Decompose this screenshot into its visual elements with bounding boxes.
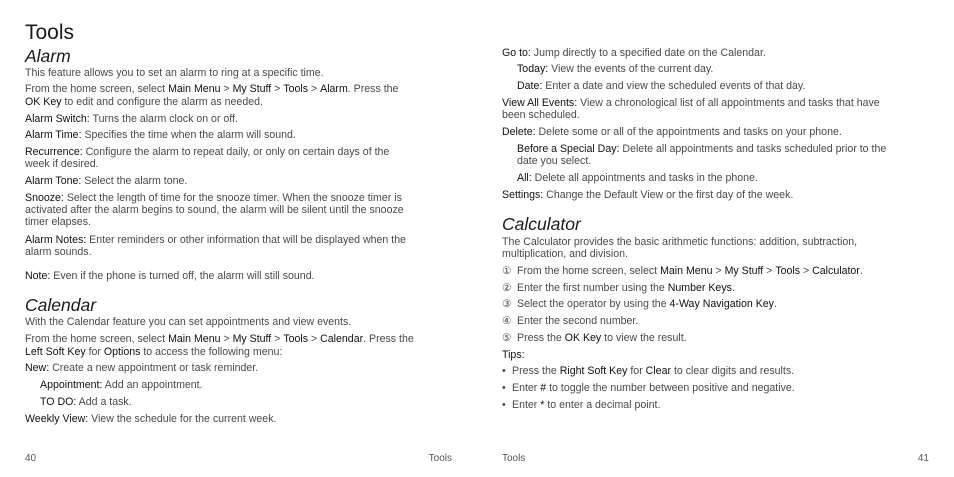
calculator-step-1: ① From the home screen, select Main Menu > My Stuff > Tools > Calculator.: [502, 265, 863, 277]
step-2-number: ②: [502, 282, 512, 294]
bullet-icon: •: [502, 382, 506, 394]
alarm-recurrence-cont: week if desired.: [25, 158, 99, 170]
alarm-recurrence: Recurrence: Configure the alarm to repeat daily, or only on certain days of the: [25, 146, 390, 158]
calculator-step-3: ③ Select the operator by using the 4-Way Navigation Key.: [502, 298, 777, 310]
calculator-step-5: ⑤ Press the OK Key to view the result.: [502, 332, 687, 344]
alarm-snooze-cont: activated after the alarm begins to sound, the alarm will be silent until the snooze: [25, 204, 404, 216]
alarm-snooze-cont2: timer elapses.: [25, 216, 91, 228]
alarm-nav-line1: From the home screen, select Main Menu > My Stuff > Tools > Alarm. Press the: [25, 83, 399, 95]
step-5-number: ⑤: [502, 332, 512, 344]
left-page: [25, 0, 455, 477]
footer-label-left: Tools: [428, 453, 452, 464]
right-page: [502, 0, 932, 477]
alarm-note: Note: Even if the phone is turned off, the alarm will still sound.: [25, 270, 315, 282]
calculator-intro: The Calculator provides the basic arithmetic functions: addition, subtraction,: [502, 236, 858, 248]
alarm-notes-cont: alarm sounds.: [25, 246, 92, 258]
calendar-appointment: Appointment: Add an appointment.: [40, 379, 203, 391]
calculator-heading: Calculator: [502, 214, 581, 234]
go-to-date: Date: Enter a date and view the scheduled events of that day.: [517, 80, 806, 92]
bullet-icon: •: [502, 365, 506, 377]
tip-2: • Enter # to toggle the number between positive and negative.: [502, 382, 795, 394]
bullet-icon: •: [502, 399, 506, 411]
delete: Delete: Delete some or all of the appointments and tasks on your phone.: [502, 126, 842, 138]
calendar-weekly-view: Weekly View: View the schedule for the current week.: [25, 413, 277, 425]
delete-before-special-day: Before a Special Day: Delete all appointments and tasks scheduled prior to the: [517, 143, 887, 155]
tips-label: Tips:: [502, 349, 525, 361]
calendar-intro: With the Calendar feature you can set appointments and view events.: [25, 316, 352, 328]
go-to: Go to: Jump directly to a specified date on the Calendar.: [502, 47, 766, 59]
tip-1: • Press the Right Soft Key for Clear to clear digits and results.: [502, 365, 795, 377]
calculator-step-2: ② Enter the first number using the Number Keys.: [502, 282, 735, 294]
alarm-nav-line2: OK Key to edit and configure the alarm as needed.: [25, 96, 263, 108]
calculator-intro-cont: multiplication, and division.: [502, 248, 629, 260]
view-all-events: View All Events: View a chronological list of all appointments and tasks that have: [502, 97, 880, 109]
step-4-number: ④: [502, 315, 512, 327]
calendar-nav-line2: Left Soft Key for Options to access the following menu:: [25, 346, 283, 358]
calendar-todo: TO DO: Add a task.: [40, 396, 132, 408]
step-3-number: ③: [502, 298, 512, 310]
calendar-nav-line1: From the home screen, select Main Menu > My Stuff > Tools > Calendar. Press the: [25, 333, 414, 345]
alarm-switch: Alarm Switch: Turns the alarm clock on or off.: [25, 113, 238, 125]
alarm-tone: Alarm Tone: Select the alarm tone.: [25, 175, 188, 187]
calendar-heading: Calendar: [25, 295, 97, 315]
view-all-events-cont: been scheduled.: [502, 109, 580, 121]
footer-label-right: Tools: [502, 453, 526, 464]
page-number-left: 40: [25, 453, 37, 464]
delete-before-special-day-cont: date you select.: [517, 155, 592, 167]
page-title: Tools: [25, 21, 75, 44]
calculator-step-4: ④ Enter the second number.: [502, 315, 639, 327]
page-number-right: 41: [917, 453, 929, 464]
alarm-time: Alarm Time: Specifies the time when the alarm will sound.: [25, 129, 296, 141]
tip-3: • Enter * to enter a decimal point.: [502, 399, 661, 411]
alarm-notes: Alarm Notes: Enter reminders or other information that will be displayed when the: [25, 234, 406, 246]
go-to-today: Today: View the events of the current day.: [517, 63, 714, 75]
alarm-snooze: Snooze: Select the length of time for the snooze timer. When the snooze timer is: [25, 192, 402, 204]
step-1-number: ①: [502, 265, 512, 277]
alarm-heading: Alarm: [25, 46, 71, 66]
calendar-new: New: Create a new appointment or task reminder.: [25, 362, 259, 374]
delete-all: All: Delete all appointments and tasks in the phone.: [517, 172, 758, 184]
settings: Settings: Change the Default View or the first day of the week.: [502, 189, 794, 201]
alarm-intro: This feature allows you to set an alarm to ring at a specific time.: [25, 67, 324, 79]
